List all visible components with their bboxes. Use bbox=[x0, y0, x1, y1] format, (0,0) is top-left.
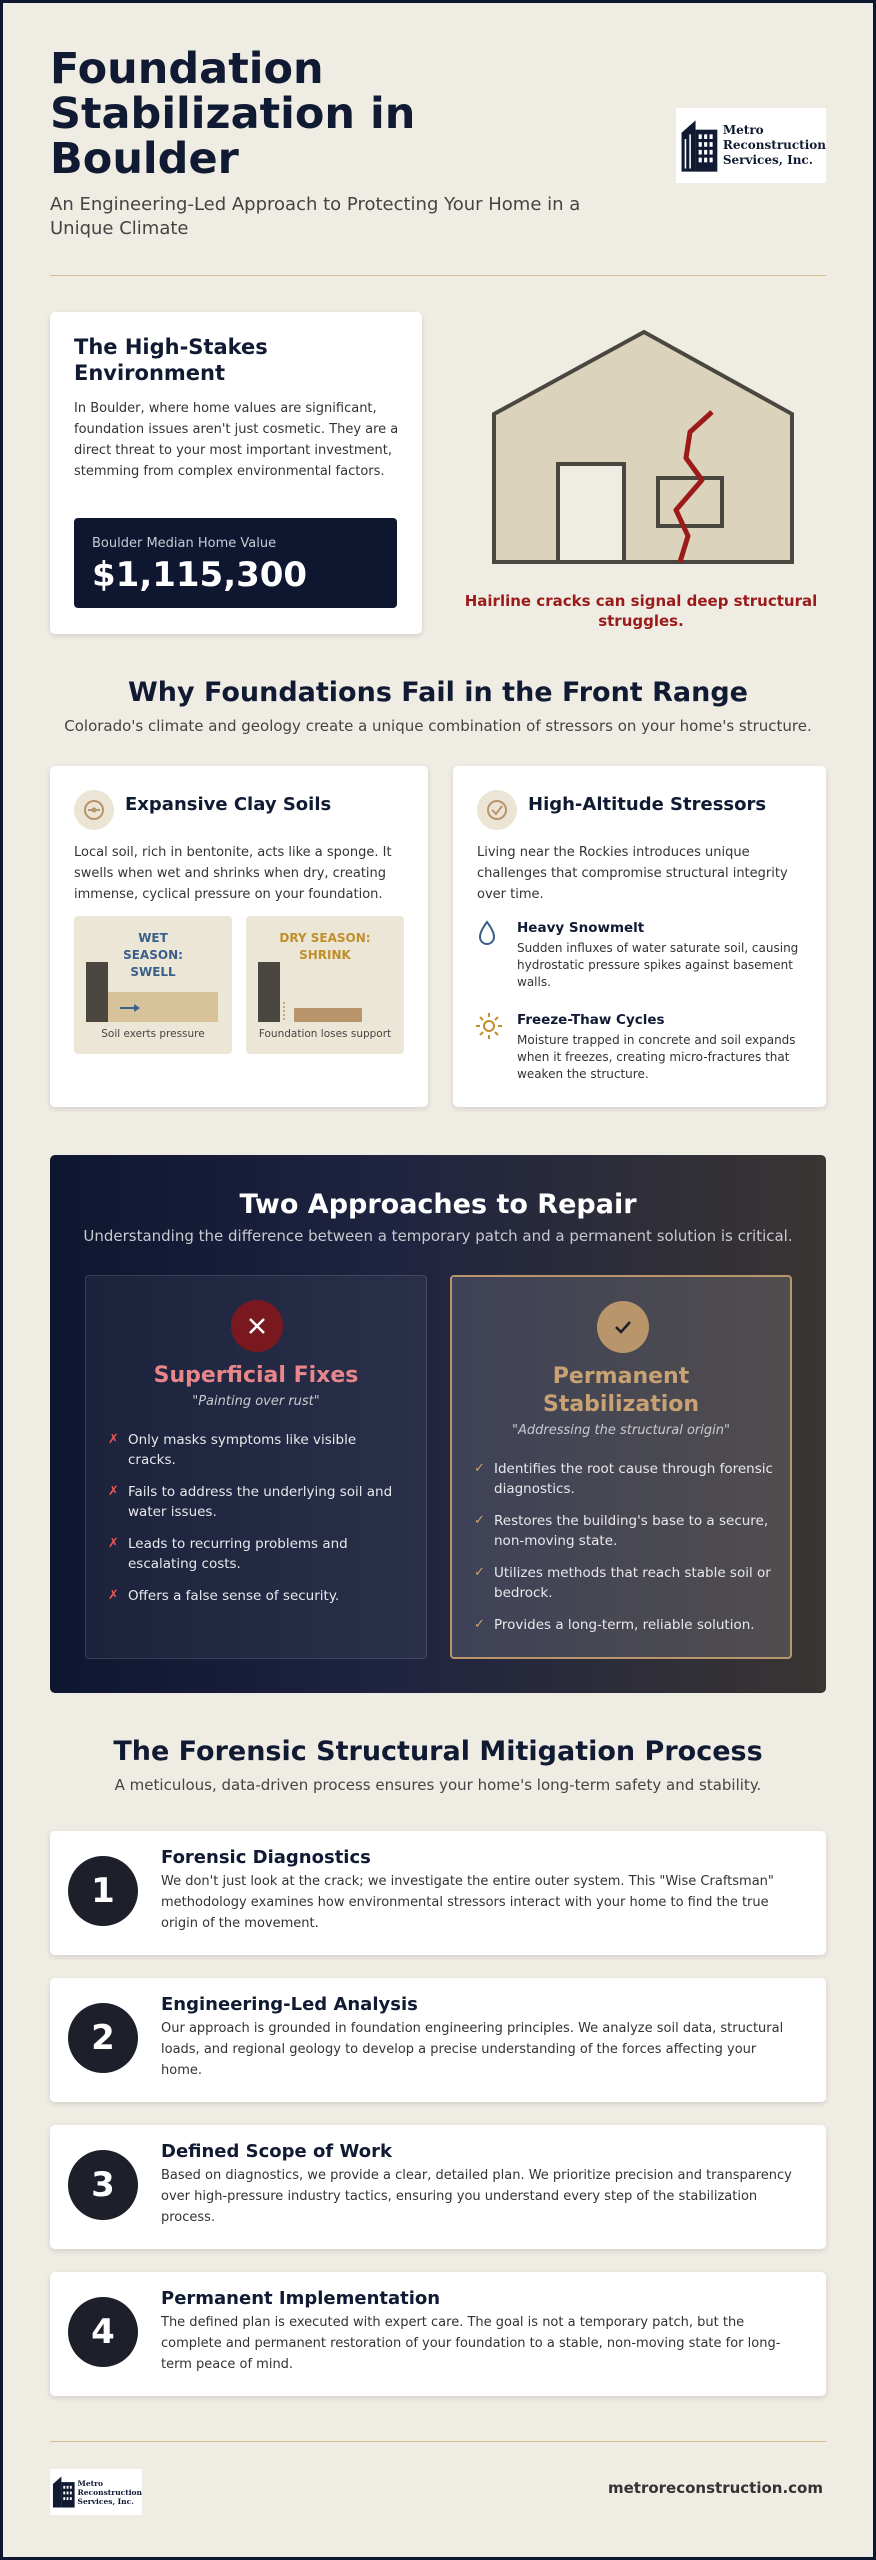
median-value-label: Boulder Median Home Value bbox=[92, 536, 277, 551]
process-step-1 bbox=[50, 1831, 826, 1955]
list-item: ✗ Fails to address the underlying soil and water issues. bbox=[108, 1484, 393, 1520]
list-item: ✓ Identifies the root cause through forensic diagnostics. bbox=[474, 1461, 773, 1497]
superficial-list bbox=[108, 1430, 408, 1618]
building-logo-icon bbox=[680, 111, 719, 181]
step-title: Defined Scope of Work bbox=[161, 2141, 392, 2162]
permanent-quote: "Addressing the structural origin" bbox=[512, 1423, 730, 1438]
dry-season-caption: Foundation loses support bbox=[258, 1028, 392, 1040]
page-subtitle: An Engineering-Led Approach to Protecting Your Home in a Unique Climate bbox=[50, 194, 581, 239]
footer-divider bbox=[50, 2441, 826, 2442]
high-stakes-card bbox=[50, 312, 422, 634]
list-item: ✓ Restores the building's base to a secure, non-moving state. bbox=[474, 1513, 769, 1549]
wet-season-title: WET SEASON: SWELL bbox=[123, 931, 183, 979]
freeze-thaw-title: Freeze-Thaw Cycles bbox=[517, 1012, 665, 1028]
divider bbox=[50, 275, 826, 276]
shrink-diagram bbox=[258, 962, 394, 1024]
process-title: The Forensic Structural Mitigation Process bbox=[113, 1736, 763, 1767]
step-title: Permanent Implementation bbox=[161, 2288, 441, 2309]
process-step-3 bbox=[50, 2125, 826, 2249]
high-stakes-body: In Boulder, where home values are significant, foundation issues aren't just cosmetic. They are a direct threat to your most important investment, stemming from complex environmental factors. bbox=[74, 401, 399, 479]
cracked-house-illustration bbox=[492, 328, 796, 568]
process-subtitle: A meticulous, data-driven process ensures your home's long-term safety and stability. bbox=[114, 1776, 762, 1794]
why-subtitle: Colorado's climate and geology create a unique combination of stressors on your home's structure. bbox=[64, 717, 812, 735]
dry-season-title: DRY SEASON: SHRINK bbox=[279, 931, 371, 962]
footer-logo bbox=[50, 2469, 142, 2515]
why-title: Why Foundations Fail in the Front Range bbox=[128, 677, 748, 708]
page-title: Foundation Stabilization in Boulder bbox=[50, 44, 416, 184]
altitude-body: Living near the Rockies introduces unique challenges that compromise structural integrity over time. bbox=[477, 845, 788, 902]
step-number: 3 bbox=[68, 2150, 138, 2220]
checkmark-badge-icon bbox=[477, 790, 517, 830]
step-title: Engineering-Led Analysis bbox=[161, 1994, 418, 2015]
list-item: ✗ Leads to recurring problems and escalating costs. bbox=[108, 1536, 348, 1572]
permanent-title: Permanent Stabilization bbox=[542, 1364, 700, 1417]
house-caption: Hairline cracks can signal deep structural struggles. bbox=[464, 592, 818, 630]
step-number: 4 bbox=[68, 2297, 138, 2367]
company-logo bbox=[676, 108, 826, 183]
permanent-stabilization-panel bbox=[450, 1275, 792, 1659]
superficial-quote: "Painting over rust" bbox=[192, 1394, 320, 1409]
list-item: ✗ Offers a false sense of security. bbox=[108, 1588, 340, 1604]
check-icon bbox=[597, 1301, 649, 1353]
wet-season-panel bbox=[74, 916, 232, 1054]
list-item: ✓ Utilizes methods that reach stable soil or bedrock. bbox=[474, 1565, 771, 1601]
website-link[interactable]: metroreconstruction.com bbox=[607, 2479, 823, 2497]
gauge-icon bbox=[74, 790, 114, 830]
clay-soils-card bbox=[50, 766, 428, 1107]
logo-text: Metro Reconstruction Services, Inc. bbox=[722, 123, 826, 167]
swell-diagram bbox=[86, 962, 222, 1024]
list-item: ✗ Only masks symptoms like visible cracks. bbox=[108, 1432, 357, 1468]
step-title: Forensic Diagnostics bbox=[161, 1847, 371, 1868]
high-stakes-title: The High-Stakes Environment bbox=[74, 335, 268, 385]
wet-season-caption: Soil exerts pressure bbox=[101, 1028, 205, 1040]
process-step-2 bbox=[50, 1978, 826, 2102]
approaches-subtitle: Understanding the difference between a temporary patch and a permanent solution is critical. bbox=[83, 1227, 793, 1245]
superficial-title: Superficial Fixes bbox=[153, 1363, 359, 1388]
freeze-thaw-body: Moisture trapped in concrete and soil expands when it freezes, creating micro-fractures that weaken the structure. bbox=[517, 1033, 796, 1081]
superficial-fixes-panel bbox=[85, 1275, 427, 1659]
building-logo-icon bbox=[52, 2471, 76, 2513]
step-number: 1 bbox=[68, 1856, 138, 1926]
clay-title: Expansive Clay Soils bbox=[125, 794, 332, 815]
permanent-list bbox=[474, 1459, 774, 1647]
step-body: Our approach is grounded in foundation engineering principles. We analyze soil data, structural loads, and regional geology to develop a precise understanding of the forces affecting your home. bbox=[161, 2021, 784, 2078]
water-drop-icon bbox=[477, 920, 497, 946]
list-item: ✓ Provides a long-term, reliable solution. bbox=[474, 1617, 755, 1633]
clay-body: Local soil, rich in bentonite, acts like a sponge. It swells when wet and shrinks when dry, creating immense, cyclical pressure on your foundation. bbox=[74, 845, 392, 902]
sun-icon bbox=[475, 1012, 503, 1040]
altitude-card bbox=[453, 766, 826, 1107]
median-value-box bbox=[74, 518, 397, 608]
altitude-title: High-Altitude Stressors bbox=[528, 794, 767, 815]
snowmelt-title: Heavy Snowmelt bbox=[517, 920, 645, 936]
step-number: 2 bbox=[68, 2003, 138, 2073]
x-icon bbox=[231, 1300, 283, 1352]
dry-season-panel bbox=[246, 916, 404, 1054]
median-value: $1,115,300 bbox=[92, 555, 308, 595]
step-body: Based on diagnostics, we provide a clear, detailed plan. We prioritize precision and transparency over high-pressure industry tactics, ensuring you understand every step of the stabilization process. bbox=[161, 2168, 792, 2225]
approaches-title: Two Approaches to Repair bbox=[239, 1189, 637, 1220]
snowmelt-body: Sudden influxes of water saturate soil, causing hydrostatic pressure spikes against basement walls. bbox=[517, 941, 799, 989]
approaches-section bbox=[50, 1155, 826, 1693]
step-body: We don't just look at the crack; we investigate the entire outer system. This "Wise Craftsman" methodology examines how environmental stressors interact with your home to find the true origin of the movement. bbox=[161, 1874, 774, 1931]
process-step-4 bbox=[50, 2272, 826, 2396]
footer-logo-text: Metro Reconstruction Services, Inc. bbox=[77, 2478, 142, 2506]
infographic-page bbox=[3, 3, 873, 2557]
step-body: The defined plan is executed with expert care. The goal is not a temporary patch, but the complete and permanent restoration of your foundation to a stable, non-moving state for long-term peace of mind. bbox=[161, 2315, 781, 2372]
